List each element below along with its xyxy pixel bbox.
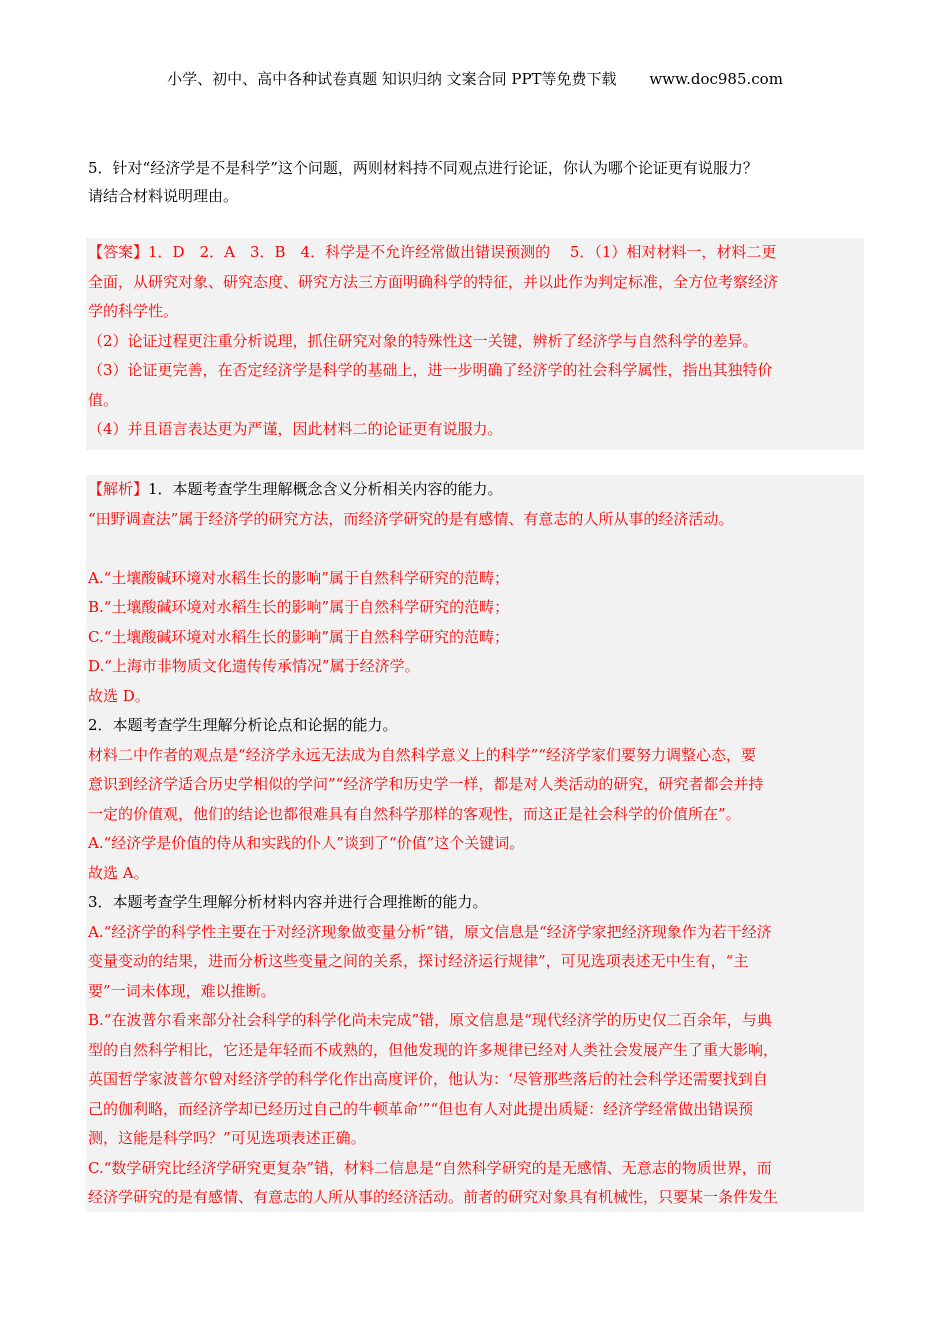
answer-line: （3）论证更完善，在否定经济学是科学的基础上，进一步明确了经济学的社会科学属性，指出其独特价 <box>88 361 773 379</box>
analysis-line: 意识到经济学适合历史学相似的学问”“经济学和历史学一样，都是对人类活动的研究，研究者都会并持 <box>88 775 764 793</box>
analysis-line: B.“土壤酸碱环境对水稻生长的影响”属于自然科学研究的范畴； <box>88 598 510 616</box>
answer-line: （2）论证过程更注重分析说理，抓住研究对象的特殊性这一关键，辨析了经济学与自然科学的差异。 <box>88 331 758 350</box>
analysis-line: B.“在波普尔看来部分社会科学的科学化尚未完成”错，原文信息是“现代经济学的历史仅二百余年，与典 <box>88 1011 772 1029</box>
analysis-line: 【解析】1．本题考查学生理解概念含义分析相关内容的能力。 <box>88 480 503 498</box>
analysis-line: 测，这能是科学吗？”可见选项表述正确。 <box>88 1129 366 1147</box>
analysis-line: A.“经济学是价值的侍从和实践的仆人”谈到了“价值”这个关键词。 <box>88 834 525 852</box>
analysis-line: 型的自然科学相比，它还是年轻而不成熟的，但他发现的许多规律已经对人类社会发展产生了重大影响， <box>88 1040 779 1059</box>
question-line: 5．针对“经济学是不是科学”这个问题，两则材料持不同观点进行论证，你认为哪个论证更有说服力？ <box>88 159 758 177</box>
question-5 <box>88 154 868 210</box>
analysis-line: 故选 A。 <box>88 863 149 882</box>
analysis-line: 要”一词未体现，难以推断。 <box>88 981 276 1000</box>
answer-tag: 【答案】 <box>88 243 149 261</box>
blank-line <box>88 534 866 564</box>
answer-line: 学的科学性。 <box>88 302 179 320</box>
header-url[interactable]: www.doc985.com <box>649 70 783 88</box>
analysis-line: 英国哲学家波普尔曾对经济学的科学化作出高度评价，他认为：‘尽管那些落后的社会科学还需要找到自 <box>88 1070 768 1088</box>
page-header <box>0 68 950 89</box>
analysis-line: 变量变动的结果，进而分析这些变量之间的关系，探讨经济运行规律”，可见选项表述无中生有，“主 <box>88 952 749 970</box>
analysis-line: 己的伽利略，而经济学却已经历过自己的牛顿革命’”“但也有人对此提出质疑：经济学经常做出错误预 <box>88 1099 754 1118</box>
analysis-line: A.“经济学的科学性主要在于对经济现象做变量分析”错，原文信息是“经济学家把经济现象作为若干经济 <box>88 922 772 941</box>
analysis-line: 故选 D。 <box>88 686 150 705</box>
analysis-line: 3．本题考查学生理解分析材料内容并进行合理推断的能力。 <box>88 893 488 911</box>
analysis-tag: 【解析】 <box>88 480 149 498</box>
analysis-line: 材料二中作者的观点是“经济学永远无法成为自然科学意义上的科学”“经济学家们要努力调整心态，要 <box>88 745 757 764</box>
analysis-line: 2．本题考查学生理解分析论点和论据的能力。 <box>88 716 398 734</box>
answer-section <box>88 238 866 445</box>
analysis-section <box>88 475 866 1213</box>
analysis-line: A.“土壤酸碱环境对水稻生长的影响”属于自然科学研究的范畴； <box>88 568 509 587</box>
analysis-line: D.“上海市非物质文化遗传传承情况”属于经济学。 <box>88 657 420 675</box>
answer-line: 全面，从研究对象、研究态度、研究方法三方面明确科学的特征，并以此作为判定标准，全方位考察经济 <box>88 272 779 291</box>
header-text: 小学、初中、高中各种试卷真题 知识归纳 文案合同 PPT等免费下载 <box>167 70 617 88</box>
analysis-line: 一定的价值观，他们的结论也都很难具有自然科学那样的客观性，而这正是社会科学的价值所在”。 <box>88 804 741 823</box>
question-line: 请结合材料说明理由。 <box>88 187 239 205</box>
analysis-line: C.“土壤酸碱环境对水稻生长的影响”属于自然科学研究的范畴； <box>88 627 510 646</box>
analysis-line: 经济学研究的是有感情、有意志的人所从事的经济活动。前者的研究对象具有机械性，只要某一条件发生 <box>88 1188 779 1206</box>
analysis-line: “田野调查法”属于经济学的研究方法，而经济学研究的是有感情、有意志的人所从事的经济活动。 <box>88 509 734 528</box>
answer-line: 值。 <box>88 390 119 409</box>
answer-line: 【答案】1．D 2．A 3．B 4．科学是不允许经常做出错误预测的 5．（1）相对材料一，材料二更 <box>88 243 777 261</box>
answer-line: （4）并且语言表达更为严谨，因此材料二的论证更有说服力。 <box>88 420 503 438</box>
analysis-line: C.“数学研究比经济学研究更复杂”错，材料二信息是“自然科学研究的是无感情、无意志的物质世界，而 <box>88 1158 772 1177</box>
